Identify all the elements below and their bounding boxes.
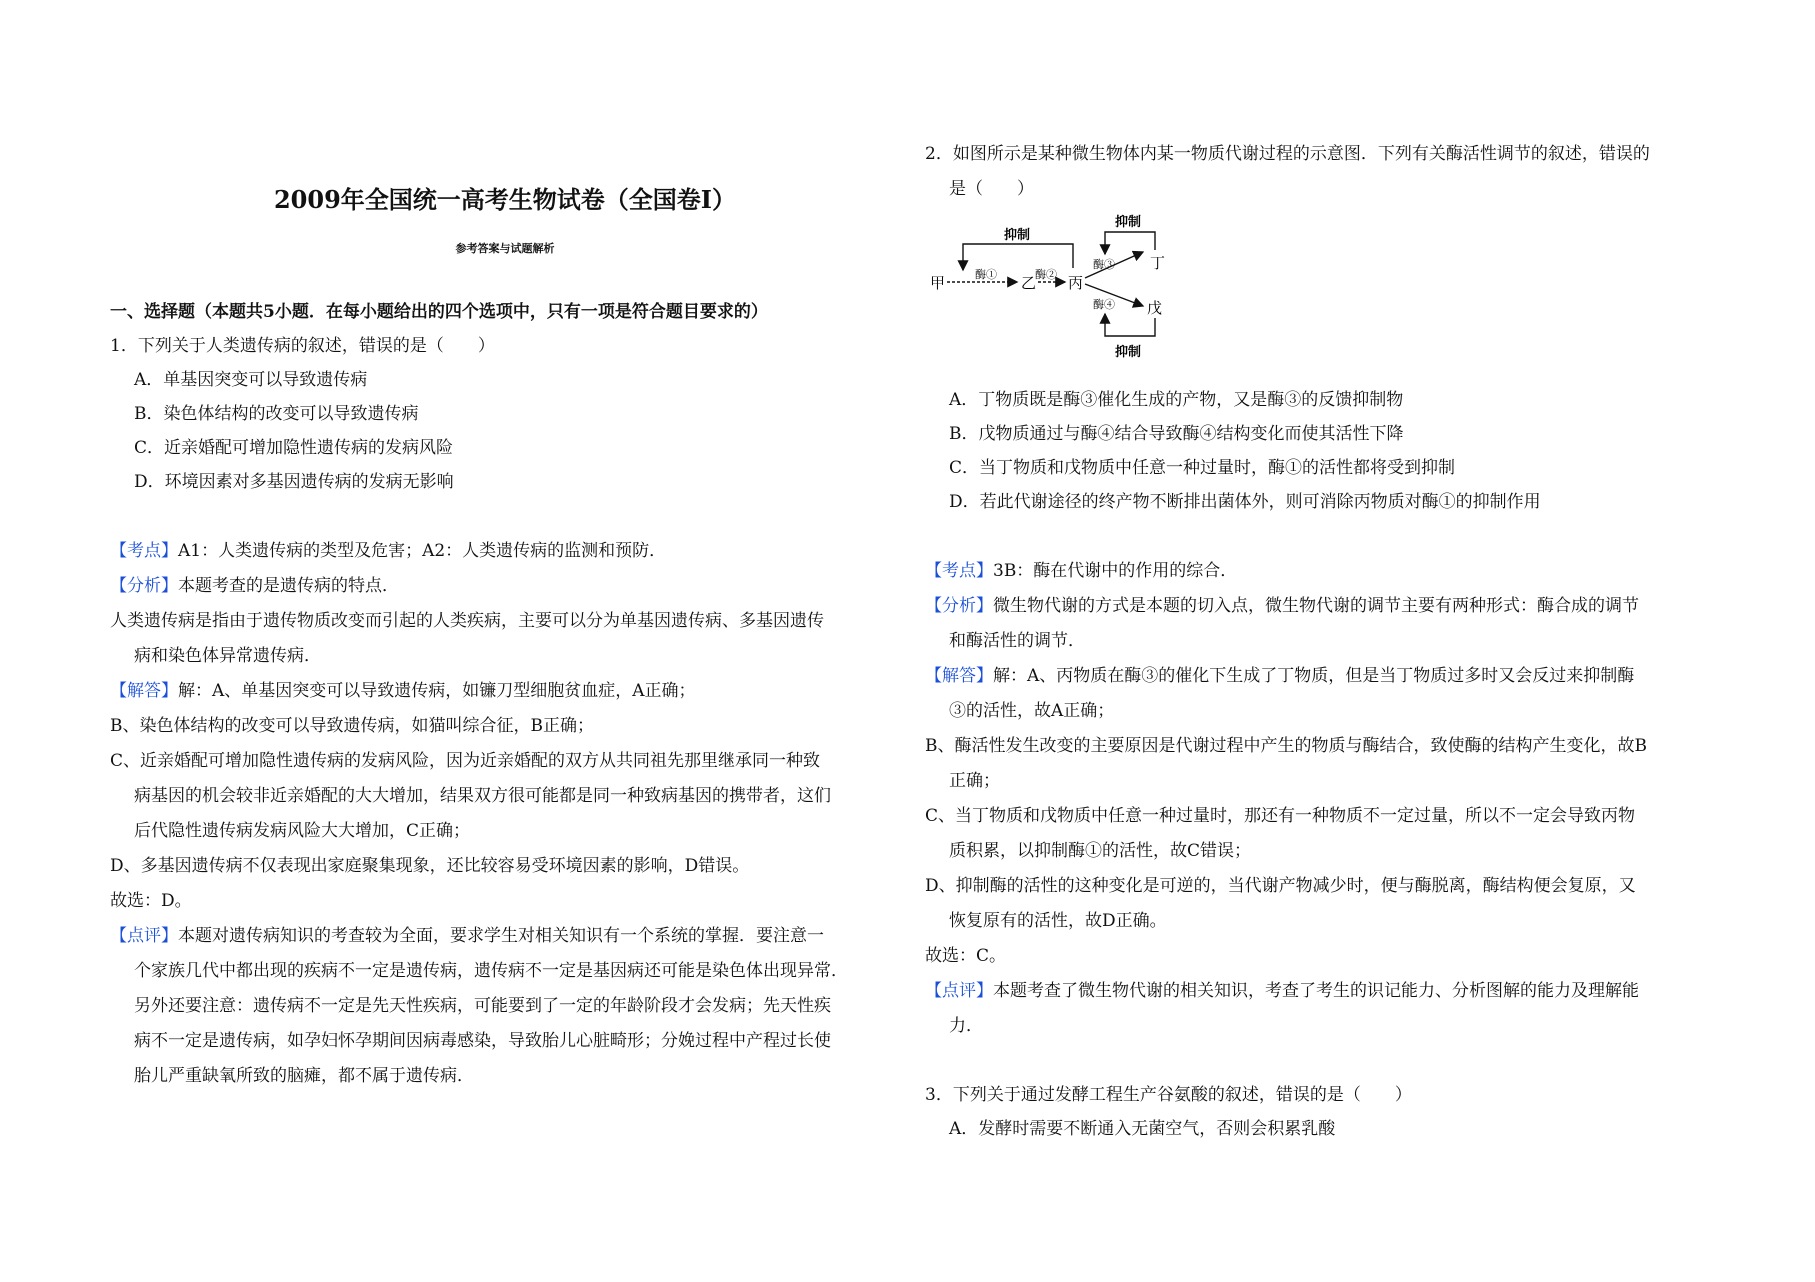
section-heading: 一、选择题（本题共5小题．在每小题给出的四个选项中，只有一项是符合题目要求的） xyxy=(110,302,768,322)
q1-kaodian xyxy=(110,539,666,563)
q1-option-b: B．染色体结构的改变可以导致遗传病 xyxy=(134,404,419,424)
jieda-tag: 【解答】 xyxy=(110,681,178,701)
q2-fenxi-1: 微生物代谢的方式是本题的切入点，微生物代谢的调节主要有两种形式：酶合成的调节 xyxy=(993,596,1639,616)
metabolism-diagram xyxy=(925,210,1195,370)
q1-option-c: C．近亲婚配可增加隐性遗传病的发病风险 xyxy=(134,438,454,458)
q1-dianping-1: 本题对遗传病知识的考查较为全面，要求学生对相关知识有一个系统的掌握．要注意一 xyxy=(178,926,824,946)
q2-option-c: C．当丁物质和戊物质中任意一种过量时，酶①的活性都将受到抑制 xyxy=(949,458,1456,478)
q1-dianping-2: 个家族几代中都出现的疾病不一定是遗传病，遗传病不一定是基因病还可能是染色体出现异常． xyxy=(134,961,848,981)
q2-jieda-b2: 正确； xyxy=(949,771,1000,791)
label-inhibit-1: 抑制 xyxy=(1004,228,1031,243)
q1-kaodian-text: A1：人类遗传病的类型及危害；A2：人类遗传病的监测和预防． xyxy=(178,541,667,561)
label-mei4: 酶④ xyxy=(1093,298,1115,311)
q2-jieda xyxy=(925,664,1634,688)
q2-option-d: D．若此代谢途径的终产物不断排出菌体外，则可消除丙物质对酶①的抑制作用 xyxy=(949,492,1541,512)
page-subtitle: 参考答案与试题解析 xyxy=(455,242,555,255)
q1-answer: 故选：D。 xyxy=(110,891,192,911)
inhibit-loop-3 xyxy=(1105,232,1155,254)
q1-fenxi-2b: 病和染色体异常遗传病． xyxy=(134,646,321,666)
q1-fenxi-text: 本题考查的是遗传病的特点． xyxy=(178,576,399,596)
q3-option-a: A．发酵时需要不断通入无菌空气，否则会积累乳酸 xyxy=(949,1119,1336,1139)
inhibit-loop-4 xyxy=(1105,314,1155,336)
q1-stem: 1．下列关于人类遗传病的叙述，错误的是（ ） xyxy=(110,336,495,356)
q1-dianping-3: 另外还要注意：遗传病不一定是先天性疾病，可能要到了一定的年龄阶段才会发病；先天性疾 xyxy=(134,996,831,1016)
q1-jieda xyxy=(110,679,696,703)
q1-jieda-a: 解：A、单基因突变可以导致遗传病，如镰刀型细胞贫血症，A正确； xyxy=(178,681,696,701)
fenxi-tag: 【分析】 xyxy=(925,596,993,616)
q2-jieda-c2: 质积累，以抑制酶①的活性，故C错误； xyxy=(949,841,1252,861)
node-bing: 丙 xyxy=(1068,274,1084,292)
label-inhibit-3: 抑制 xyxy=(1115,215,1142,230)
jieda-tag: 【解答】 xyxy=(925,666,993,686)
q1-jieda-c2: 病基因的机会较非近亲婚配的大大增加，结果双方很可能都是同一种致病基因的携带者，这们 xyxy=(134,786,831,806)
q1-jieda-d: D、多基因遗传病不仅表现出家庭聚集现象，还比较容易受环境因素的影响，D错误。 xyxy=(110,856,750,876)
node-wu: 戊 xyxy=(1147,299,1163,317)
q2-jieda-b1: B、酶活性发生改变的主要原因是代谢过程中产生的物质与酶结合，致使酶的结构产生变化，故B xyxy=(925,736,1647,756)
label-mei2: 酶② xyxy=(1035,268,1057,281)
q1-option-a: A．单基因突变可以导致遗传病 xyxy=(134,370,368,390)
q2-kaodian xyxy=(925,559,1237,583)
q2-jieda-a2: ③的活性，故A正确； xyxy=(949,701,1115,721)
q1-dianping xyxy=(110,924,824,948)
q2-jieda-c1: C、当丁物质和戊物质中任意一种过量时，那还有一种物质不一定过量，所以不一定会导致丙物 xyxy=(925,806,1636,826)
label-mei1: 酶① xyxy=(975,268,997,281)
inhibit-loop-1 xyxy=(963,244,1073,270)
node-yi: 乙 xyxy=(1021,274,1037,292)
node-jia: 甲 xyxy=(930,274,946,292)
q1-jieda-c3: 后代隐性遗传病发病风险大大增加，C正确； xyxy=(134,821,471,841)
label-mei3: 酶③ xyxy=(1093,258,1115,271)
kaodian-tag: 【考点】 xyxy=(110,541,178,561)
q1-jieda-c1: C、近亲婚配可增加隐性遗传病的发病风险，因为近亲婚配的双方从共同祖先那里继承同一种致 xyxy=(110,751,821,771)
q2-dianping xyxy=(925,979,1639,1003)
q2-kaodian-text: 3B：酶在代谢中的作用的综合． xyxy=(993,561,1238,581)
q2-stem-1: 2．如图所示是某种微生物体内某一物质代谢过程的示意图．下列有关酶活性调节的叙述，错误的 xyxy=(925,144,1650,164)
q2-option-a: A．丁物质既是酶③催化生成的产物，又是酶③的反馈抑制物 xyxy=(949,390,1404,410)
q2-jieda-a1: 解：A、丙物质在酶③的催化下生成了丁物质，但是当丁物质过多时又会反过来抑制酶 xyxy=(993,666,1635,686)
q2-jieda-d1: D、抑制酶的活性的这种变化是可逆的，当代谢产物减少时，便与酶脱离，酶结构便会复原，又 xyxy=(925,876,1636,896)
kaodian-tag: 【考点】 xyxy=(925,561,993,581)
dianping-tag: 【点评】 xyxy=(925,981,993,1001)
q2-jieda-d2: 恢复原有的活性，故D正确。 xyxy=(949,911,1167,931)
label-inhibit-4: 抑制 xyxy=(1115,345,1142,360)
fenxi-tag: 【分析】 xyxy=(110,576,178,596)
q2-dianping-1: 本题考查了微生物代谢的相关知识，考查了考生的识记能力、分析图解的能力及理解能 xyxy=(993,981,1639,1001)
q2-dianping-2: 力． xyxy=(949,1016,983,1036)
q1-option-d: D．环境因素对多基因遗传病的发病无影响 xyxy=(134,472,454,492)
q2-answer: 故选：C。 xyxy=(925,946,1007,966)
q1-dianping-5: 胎儿严重缺氧所致的脑瘫，都不属于遗传病． xyxy=(134,1066,474,1086)
q2-option-b: B．戊物质通过与酶④结合导致酶④结构变化而使其活性下降 xyxy=(949,424,1404,444)
q1-jieda-b: B、染色体结构的改变可以导致遗传病，如猫叫综合征，B正确； xyxy=(110,716,594,736)
q2-fenxi xyxy=(925,594,1639,618)
q3-stem: 3．下列关于通过发酵工程生产谷氨酸的叙述，错误的是（ ） xyxy=(925,1085,1412,1105)
q1-fenxi xyxy=(110,574,399,598)
page-title: 2009年全国统一高考生物试卷（全国卷I） xyxy=(273,185,737,214)
q2-stem-2: 是（ ） xyxy=(949,179,1034,199)
node-ding: 丁 xyxy=(1150,254,1166,272)
dianping-tag: 【点评】 xyxy=(110,926,178,946)
q1-dianping-4: 病不一定是遗传病，如孕妇怀孕期间因病毒感染，导致胎儿心脏畸形；分娩过程中产程过长使 xyxy=(134,1031,831,1051)
q1-fenxi-2a: 人类遗传病是指由于遗传物质改变而引起的人类疾病，主要可以分为单基因遗传病、多基因遗传 xyxy=(110,611,824,631)
q2-fenxi-2: 和酶活性的调节． xyxy=(949,631,1085,651)
